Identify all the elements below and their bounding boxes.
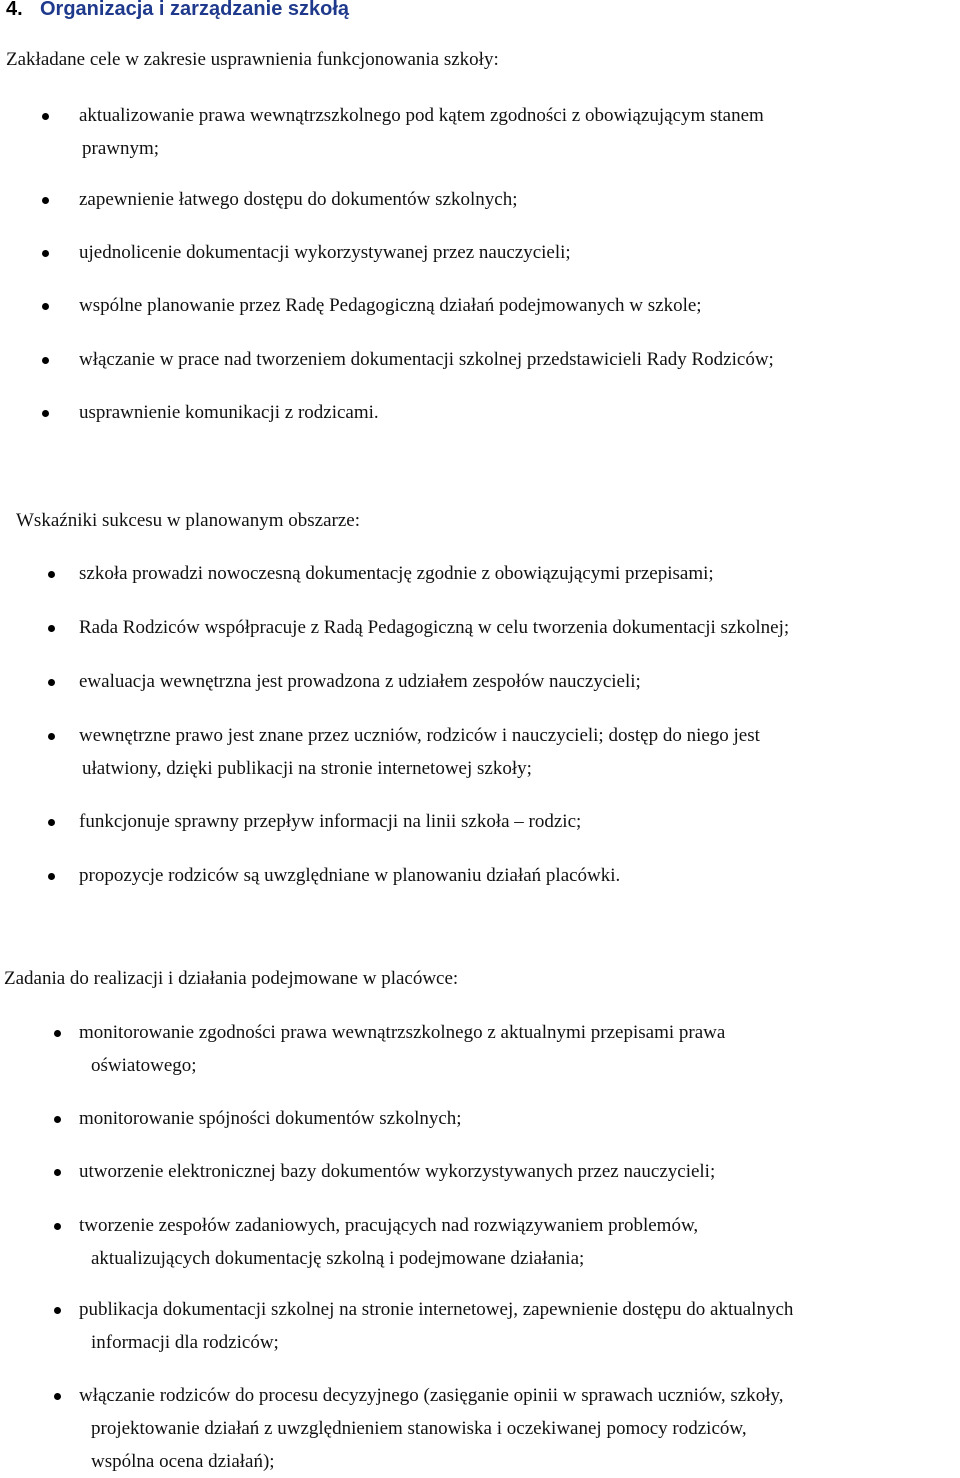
bullet-icon bbox=[42, 197, 49, 204]
indicators-label: Wskaźniki sukcesu w planowanym obszarze: bbox=[16, 510, 361, 531]
bullet-icon bbox=[48, 679, 55, 686]
bullet-icon bbox=[54, 1393, 61, 1400]
indicator-item: wewnętrzne prawo jest znane przez uczniów, rodziców i nauczycieli; dostęp do niego jest ułatwiony, dzięki publikacji na stronie internetowej szkoły; bbox=[79, 725, 760, 779]
task-item: tworzenie zespołów zadaniowych, pracujących nad rozwiązywaniem problemów, aktualizujących dokumentację szkolną i podejmowane działania; bbox=[79, 1215, 699, 1269]
indicator-item: ewaluacja wewnętrzna jest prowadzona z udziałem zespołów nauczycieli; bbox=[79, 671, 641, 692]
indicator-item: Rada Rodziców współpracuje z Radą Pedagogiczną w celu tworzenia dokumentacji szkolnej; bbox=[79, 617, 790, 638]
goal-item: usprawnienie komunikacji z rodzicami. bbox=[79, 402, 379, 423]
bullet-icon bbox=[42, 250, 49, 257]
bullet-icon bbox=[48, 733, 55, 740]
bullet-icon bbox=[54, 1169, 61, 1176]
bullet-icon bbox=[42, 113, 49, 120]
indicator-item: szkoła prowadzi nowoczesną dokumentację zgodnie z obowiązującymi przepisami; bbox=[79, 563, 714, 584]
task-item: monitorowanie zgodności prawa wewnątrzszkolnego z aktualnymi przepisami prawa oświatowego; bbox=[79, 1022, 726, 1076]
bullet-icon bbox=[54, 1030, 61, 1037]
indicator-item: propozycje rodziców są uwzględniane w planowaniu działań placówki. bbox=[79, 865, 621, 886]
goal-item: zapewnienie łatwego dostępu do dokumentów szkolnych; bbox=[79, 189, 518, 210]
bullet-icon bbox=[42, 357, 49, 364]
task-item: publikacja dokumentacji szkolnej na stronie internetowej, zapewnienie dostępu do aktualnych informacji dla rodziców; bbox=[79, 1299, 794, 1353]
bullet-icon bbox=[48, 571, 55, 578]
bullet-icon bbox=[48, 819, 55, 826]
section-heading bbox=[6, 0, 349, 21]
bullet-icon bbox=[42, 410, 49, 417]
task-item: utworzenie elektronicznej bazy dokumentów wykorzystywanych przez nauczycieli; bbox=[79, 1161, 716, 1182]
goal-item: ujednolicenie dokumentacji wykorzystywanej przez nauczycieli; bbox=[79, 242, 571, 263]
bullet-icon bbox=[54, 1223, 61, 1230]
indicator-item: funkcjonuje sprawny przepływ informacji na linii szkoła – rodzic; bbox=[79, 811, 582, 832]
bullet-icon bbox=[48, 625, 55, 632]
goal-item: aktualizowanie prawa wewnątrzszkolnego pod kątem zgodności z obowiązującym stanem prawnym; bbox=[79, 105, 764, 159]
bullet-icon bbox=[42, 303, 49, 310]
task-item: włączanie rodziców do procesu decyzyjnego (zasięganie opinii w sprawach uczniów, szkoły, projektowanie działań z uwzględnieniem stanowiska i oczekiwanej pomocy rodziców, wspólna ocena działań); bbox=[79, 1385, 784, 1472]
bullet-icon bbox=[54, 1116, 61, 1123]
heading-number: 4. bbox=[6, 0, 23, 20]
goal-item: wspólne planowanie przez Radę Pedagogiczną działań podejmowanych w szkole; bbox=[79, 295, 702, 316]
tasks-label: Zadania do realizacji i działania podejmowane w placówce: bbox=[4, 968, 459, 989]
goal-item: włączanie w prace nad tworzeniem dokumentacji szkolnej przedstawicieli Rady Rodziców; bbox=[79, 349, 774, 370]
task-item: monitorowanie spójności dokumentów szkolnych; bbox=[79, 1108, 462, 1129]
heading-title: Organizacja i zarządzanie szkołą bbox=[40, 0, 350, 20]
bullet-icon bbox=[54, 1307, 61, 1314]
goals-label: Zakładane cele w zakresie usprawnienia funkcjonowania szkoły: bbox=[6, 49, 499, 70]
bullet-icon bbox=[48, 873, 55, 880]
